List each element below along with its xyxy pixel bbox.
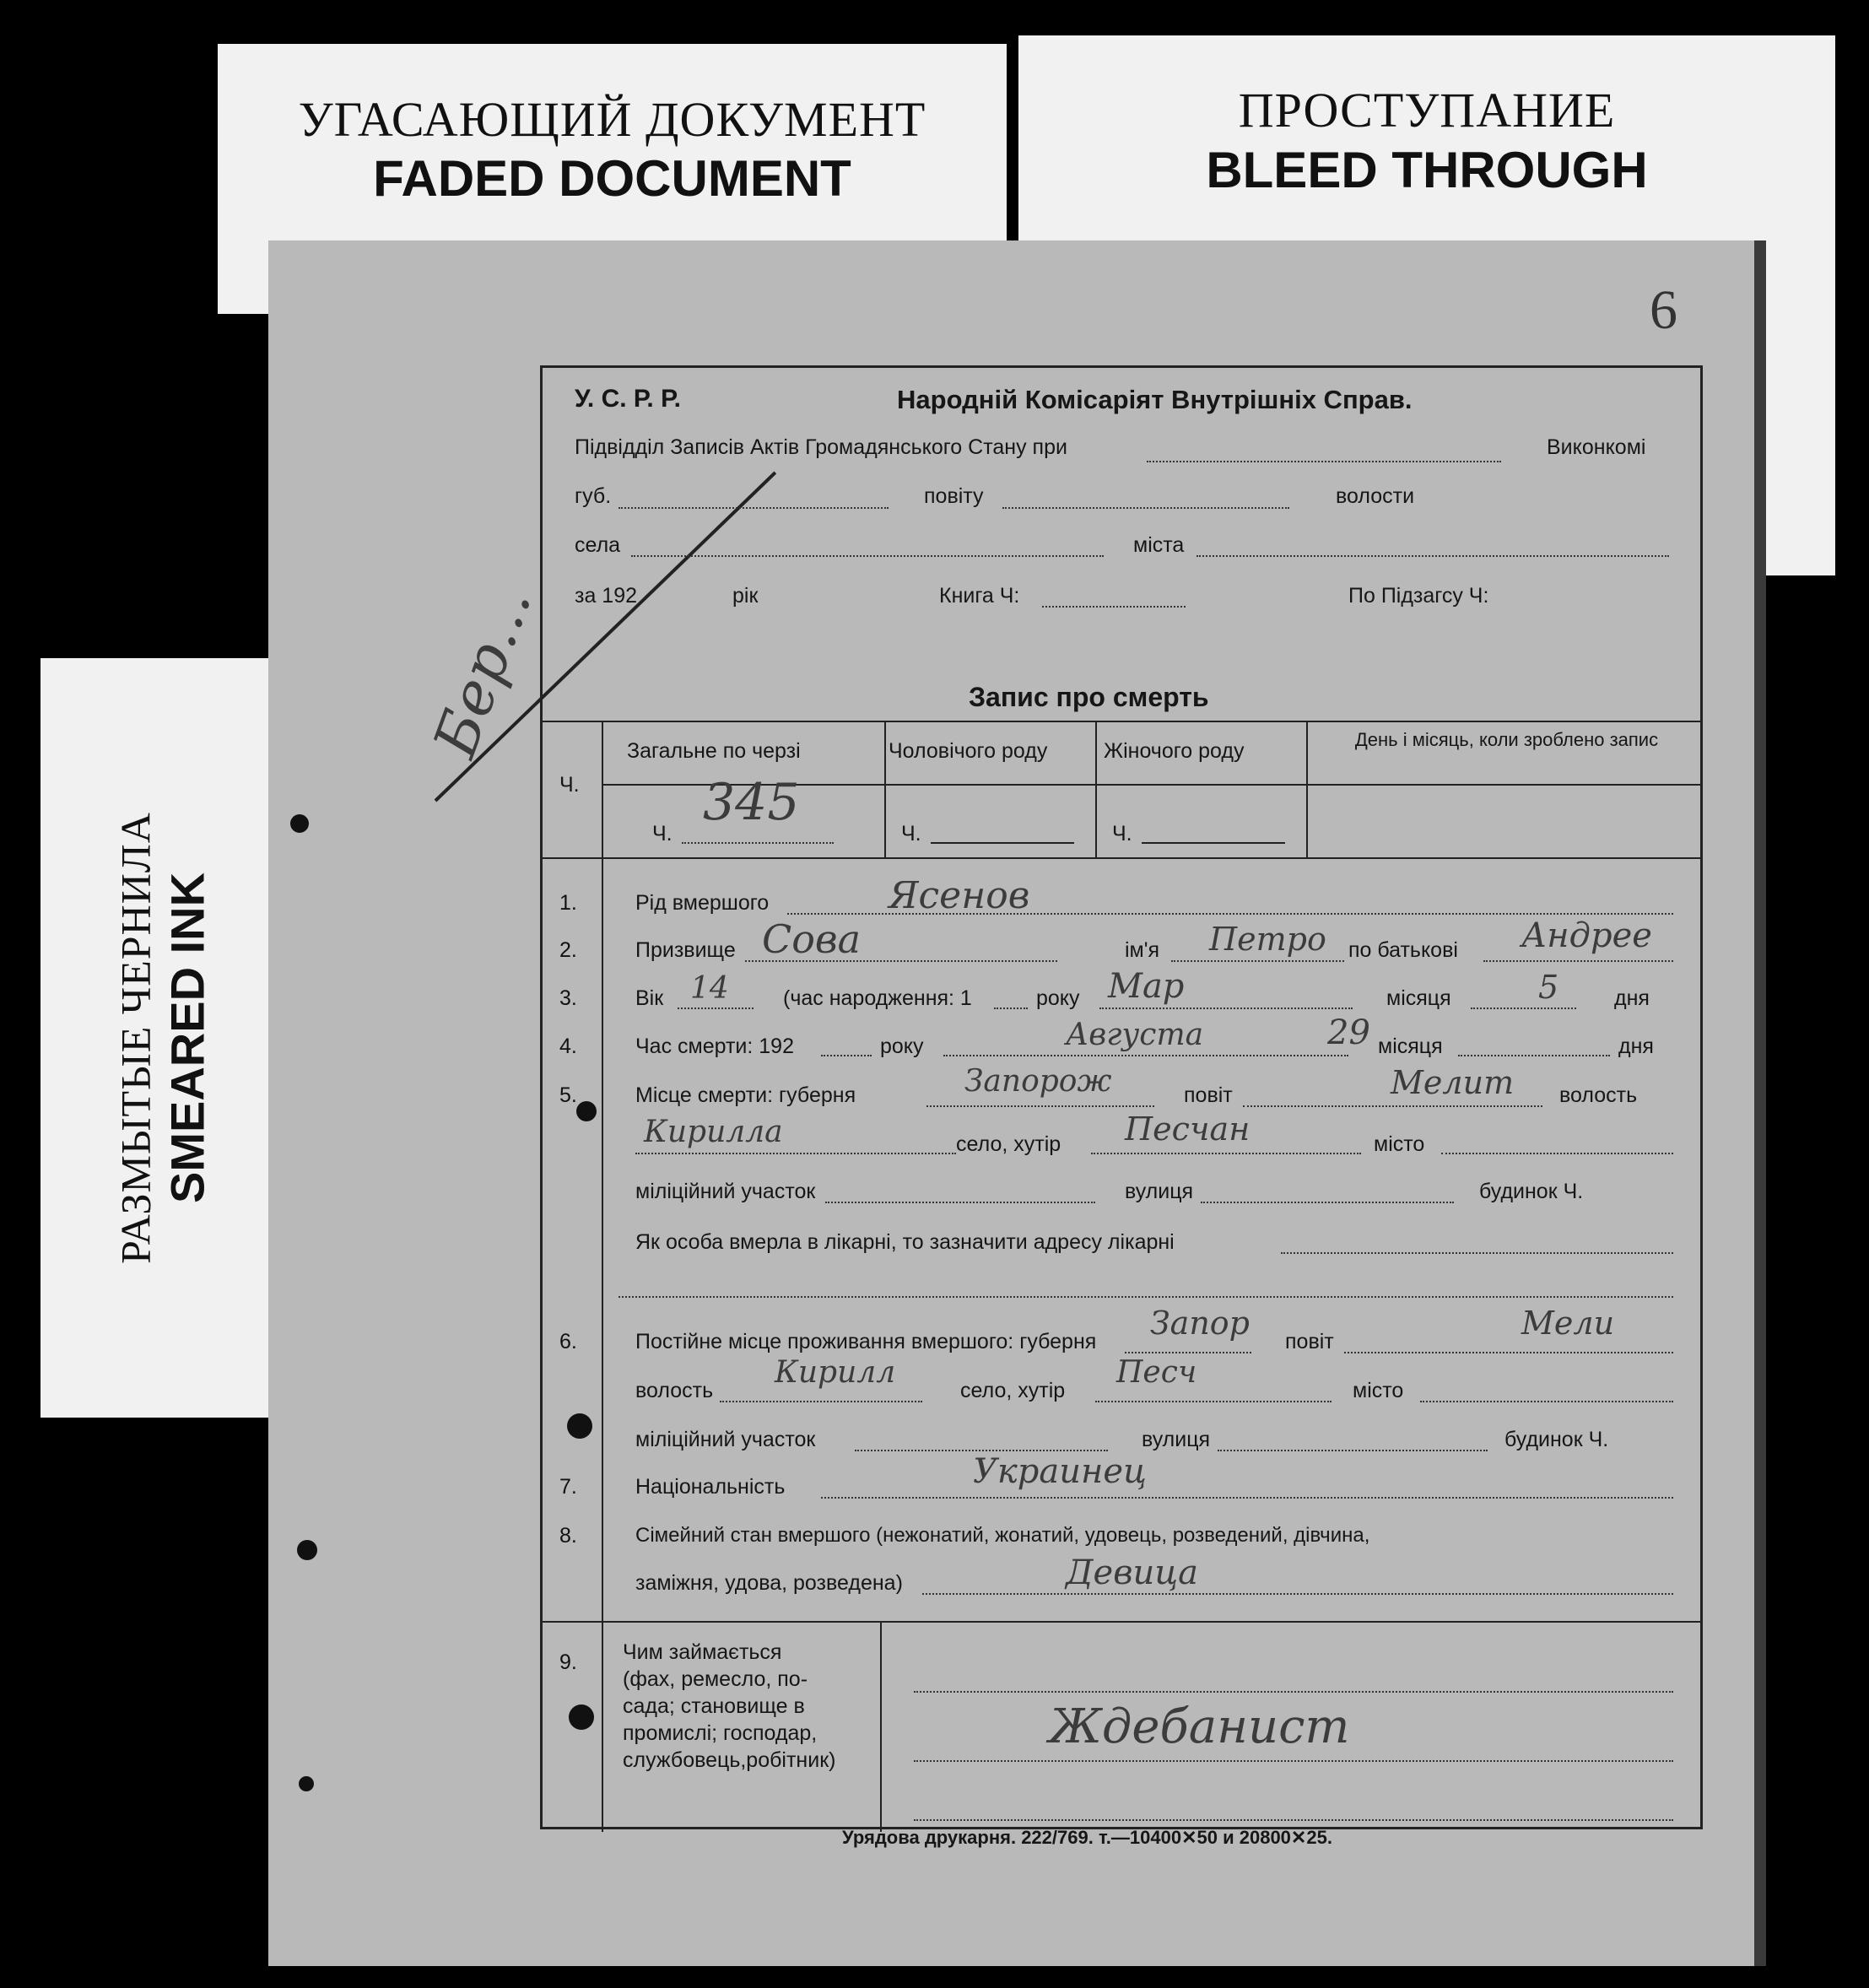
handwritten-nationality: Украинец xyxy=(973,1452,1147,1491)
field-number: 4. xyxy=(559,1035,577,1058)
residence-selo-label: село, хутір xyxy=(960,1379,1066,1402)
field-number: 2. xyxy=(559,938,577,962)
col-male: Чоловічого роду xyxy=(889,739,1048,763)
rik-label: рік xyxy=(732,584,759,608)
occupation-line: Чим займається xyxy=(623,1640,782,1664)
smeared-ink-label xyxy=(41,658,285,1418)
birth-month-label: місяця xyxy=(1386,986,1451,1010)
bleed-label-en: BLEED THROUGH xyxy=(1206,142,1648,198)
birth-day-label: дня xyxy=(1614,986,1650,1010)
field-number: 9. xyxy=(559,1650,577,1674)
patronymic-label: по батькові xyxy=(1348,938,1458,962)
count-row-label: Ч. xyxy=(559,773,580,797)
faded-label-ru: УГАСАЮЩИЙ ДОКУМЕНТ xyxy=(298,92,926,147)
printer-imprint: Урядова друкарня. 222/769. т.—10400✕50 и 20800✕25. xyxy=(842,1827,1332,1848)
col-general: Загальне по черзі xyxy=(627,739,801,763)
bleed-label-ru: ПРОСТУПАНИЕ xyxy=(1238,83,1616,138)
col-date: День і місяць, коли зроблено запис xyxy=(1354,729,1659,750)
age-label: Вік xyxy=(635,986,664,1010)
smeared-label-en: SMEARED INK xyxy=(160,872,214,1204)
death-selo-label: село, хутір xyxy=(956,1132,1061,1156)
faded-label-en: FADED DOCUMENT xyxy=(373,150,851,207)
handwritten-age: 14 xyxy=(690,971,729,1006)
residence-volost-label: волость xyxy=(635,1379,714,1402)
handwritten-patronymic: Андрее xyxy=(1521,916,1652,955)
residence-house-label: будинок Ч. xyxy=(1504,1428,1609,1451)
occupation-line: (фах, ремесло, по- xyxy=(623,1667,808,1691)
commissariat-title: Народній Комісаріят Внутрішніх Справ. xyxy=(897,385,1413,414)
nationality-label: Національність xyxy=(635,1475,786,1499)
year-label: за 192 xyxy=(575,584,638,608)
death-year-label: року xyxy=(880,1035,924,1058)
death-misto-label: місто xyxy=(1374,1132,1425,1156)
handwritten-death-gubernia: Запорож xyxy=(964,1064,1112,1099)
cell-general: Ч. xyxy=(652,822,673,845)
handwritten-residence-volost: Кирилл xyxy=(775,1355,896,1390)
binding-hole xyxy=(299,1776,314,1791)
page-number: 6 xyxy=(1650,279,1677,341)
smeared-label-ru: РАЗМЫТЫЕ ЧЕРНИЛА xyxy=(111,812,159,1264)
handwritten-surname: Сова xyxy=(762,916,862,962)
form-frame xyxy=(540,365,1703,1829)
selo-label: села xyxy=(575,533,621,557)
death-povit-label: повіт xyxy=(1184,1083,1233,1107)
marital-label: Сімейний стан вмершого (нежонатий, жонатий, удовець, розведений, дівчина, xyxy=(635,1524,1370,1547)
povit-label: повіту xyxy=(924,484,984,508)
death-record-sheet xyxy=(268,240,1766,1966)
surname-label: Призвище xyxy=(635,938,736,962)
handwritten-death-selo: Песчан xyxy=(1125,1110,1251,1148)
death-street-label: вулиця xyxy=(1125,1180,1194,1203)
death-militia-label: міліційний участок xyxy=(635,1180,816,1203)
executive-committee: Виконкомі xyxy=(1547,435,1646,459)
handwritten-residence-povit: Мели xyxy=(1521,1305,1615,1342)
subbook-label: По Підзагсу Ч: xyxy=(1348,584,1489,608)
state-abbr: У. С. Р. Р. xyxy=(575,385,681,413)
handwritten-residence-selo: Песч xyxy=(1116,1355,1197,1390)
death-month-label: місяця xyxy=(1378,1035,1443,1058)
handwritten-death-povit: Мелит xyxy=(1391,1064,1515,1101)
volost-label: волости xyxy=(1336,484,1415,508)
handwritten-count: 345 xyxy=(703,773,800,832)
birth-label: (час народження: 1 xyxy=(783,986,972,1010)
birth-year-label: року xyxy=(1036,986,1080,1010)
handwritten-death-month: Августа xyxy=(1066,1018,1204,1052)
handwritten-death-day: 29 xyxy=(1327,1013,1370,1052)
residence-misto-label: місто xyxy=(1353,1379,1404,1402)
handwritten-death-volost: Кирилла xyxy=(644,1115,783,1149)
margin-signature: Бер… xyxy=(419,577,545,766)
form-title: Запис про смерть xyxy=(969,682,1209,712)
book-label: Книга Ч: xyxy=(939,584,1020,608)
death-place-label: Місце смерти: губерня xyxy=(635,1083,856,1107)
death-volost-label: волость xyxy=(1559,1083,1638,1107)
occupation-line: службовець,робітник) xyxy=(623,1748,836,1772)
field-number: 6. xyxy=(559,1330,577,1353)
field-number: 7. xyxy=(559,1475,577,1499)
residence-militia-label: міліційний участок xyxy=(635,1428,816,1451)
handwritten-birth-month: Мар xyxy=(1108,967,1185,1006)
lineage-label: Рід вмершого xyxy=(635,891,770,915)
cell-male: Ч. xyxy=(901,822,921,845)
col-female: Жіночого роду xyxy=(1104,739,1245,763)
misto-label: міста xyxy=(1133,533,1185,557)
field-number: 5. xyxy=(559,1083,577,1107)
cell-female: Ч. xyxy=(1112,822,1132,845)
handwritten-lineage: Ясенов xyxy=(889,874,1030,917)
residence-label: Постійне місце проживання вмершого: губерня xyxy=(635,1330,1097,1353)
field-number: 3. xyxy=(559,986,577,1010)
handwritten-marital: Девица xyxy=(1066,1553,1198,1592)
occupation-line: сада; становище в xyxy=(623,1694,805,1718)
handwritten-occupation: Ждебанист xyxy=(1049,1699,1350,1754)
handwritten-name: Петро xyxy=(1209,921,1326,958)
marital-label-2: заміжня, удова, розведена) xyxy=(635,1571,903,1595)
death-day-label: дня xyxy=(1618,1035,1654,1058)
handwritten-birth-day: 5 xyxy=(1538,969,1559,1006)
gub-label: губ. xyxy=(575,484,612,508)
death-time-label: Час смерти: 192 xyxy=(635,1035,794,1058)
binding-hole xyxy=(290,814,309,833)
hospital-label: Як особа вмерла в лікарні, то зазначити адресу лікарні xyxy=(635,1230,1175,1254)
residence-street-label: вулиця xyxy=(1142,1428,1211,1451)
subdept-label: Підвідділ Записів Актів Громадянського Стану при xyxy=(575,435,1067,459)
binding-hole xyxy=(297,1540,317,1560)
name-label: ім'я xyxy=(1125,938,1160,962)
field-number: 1. xyxy=(559,891,577,915)
occupation-line: промислі; господар, xyxy=(623,1721,818,1745)
residence-povit-label: повіт xyxy=(1285,1330,1334,1353)
death-house-label: будинок Ч. xyxy=(1479,1180,1584,1203)
field-number: 8. xyxy=(559,1524,577,1548)
handwritten-residence-gubernia: Запор xyxy=(1150,1305,1251,1342)
